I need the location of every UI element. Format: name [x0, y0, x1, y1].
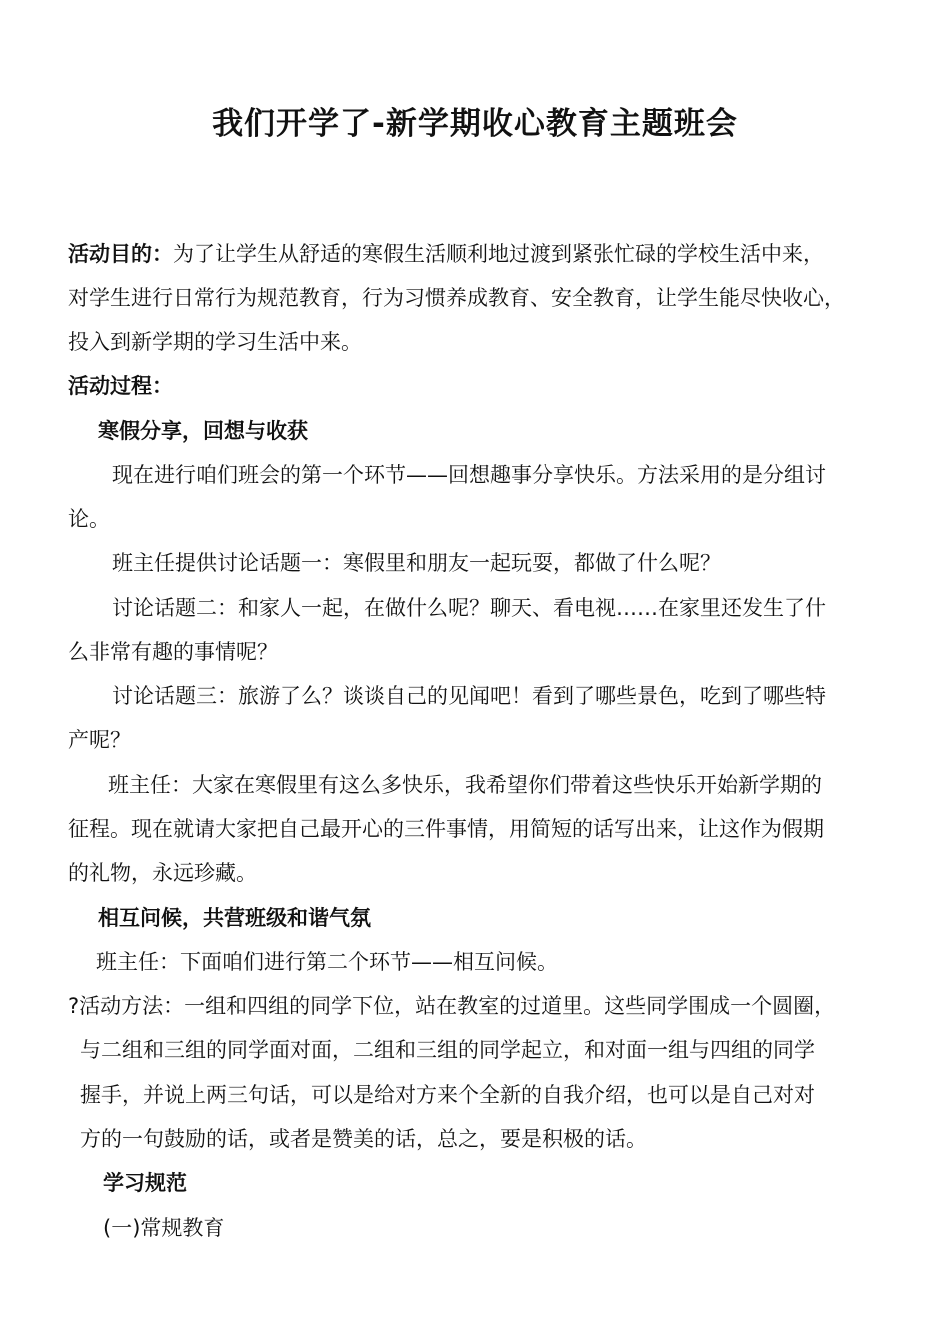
section2-method-3: 握手，并说上两三句话，可以是给对方来个全新的自我介绍，也可以是自己对对	[80, 1083, 815, 1107]
document-title: 我们开学了-新学期收心教育主题班会	[212, 106, 738, 142]
section1-teacher-2: 征程。现在就请大家把自己最开心的三件事情，用简短的话写出来，让这作为假期	[68, 817, 824, 841]
purpose-line-3: 投入到新学期的学习生活中来。	[68, 330, 362, 354]
section2-method-4: 方的一句鼓励的话，或者是赞美的话，总之，要是积极的话。	[80, 1127, 647, 1151]
section2-method-1: ?活动方法：一组和四组的同学下位，站在教室的过道里。这些同学围成一个圆圈，	[68, 994, 836, 1018]
section1-teacher-1: 班主任：大家在寒假里有这么多快乐，我希望你们带着这些快乐开始新学期的	[108, 773, 822, 797]
purpose-text-1: 为了让学生从舒适的寒假生活顺利地过渡到紧张忙碌的学校生活中来，	[173, 242, 824, 266]
purpose-label: 活动目的：	[68, 242, 173, 266]
section1-topic-1: 班主任提供讨论话题一：寒假里和朋友一起玩耍，都做了什么呢？	[112, 551, 721, 575]
purpose-line-1	[68, 232, 824, 276]
section1-teacher-3: 的礼物，永远珍藏。	[68, 861, 257, 885]
section2-method-2: 与二组和三组的同学面对面，二组和三组的同学起立，和对面一组与四组的同学	[80, 1038, 815, 1062]
section1-intro-2: 论。	[68, 507, 110, 531]
purpose-line-2: 对学生进行日常行为规范教育，行为习惯养成教育、安全教育，让学生能尽快收心，	[68, 286, 845, 310]
section3-heading: 学习规范	[103, 1171, 187, 1195]
section3-sub-1: (一)常规教育	[103, 1216, 225, 1240]
section2-teacher: 班主任：下面咱们进行第二个环节——相互问候。	[96, 950, 558, 974]
section1-heading: 寒假分享，回想与收获	[98, 419, 308, 443]
section1-topic-2a: 讨论话题二：和家人一起，在做什么呢？聊天、看电视……在家里还发生了什	[112, 596, 826, 620]
section1-topic-2b: 么非常有趣的事情呢？	[68, 640, 278, 664]
section1-intro-1: 现在进行咱们班会的第一个环节——回想趣事分享快乐。方法采用的是分组讨	[112, 463, 826, 487]
section1-topic-3b: 产呢？	[68, 728, 131, 752]
section2-heading: 相互问候，共营班级和谐气氛	[98, 906, 371, 930]
process-label: 活动过程：	[68, 374, 173, 398]
section1-topic-3a: 讨论话题三：旅游了么？谈谈自己的见闻吧！看到了哪些景色，吃到了哪些特	[112, 684, 826, 708]
